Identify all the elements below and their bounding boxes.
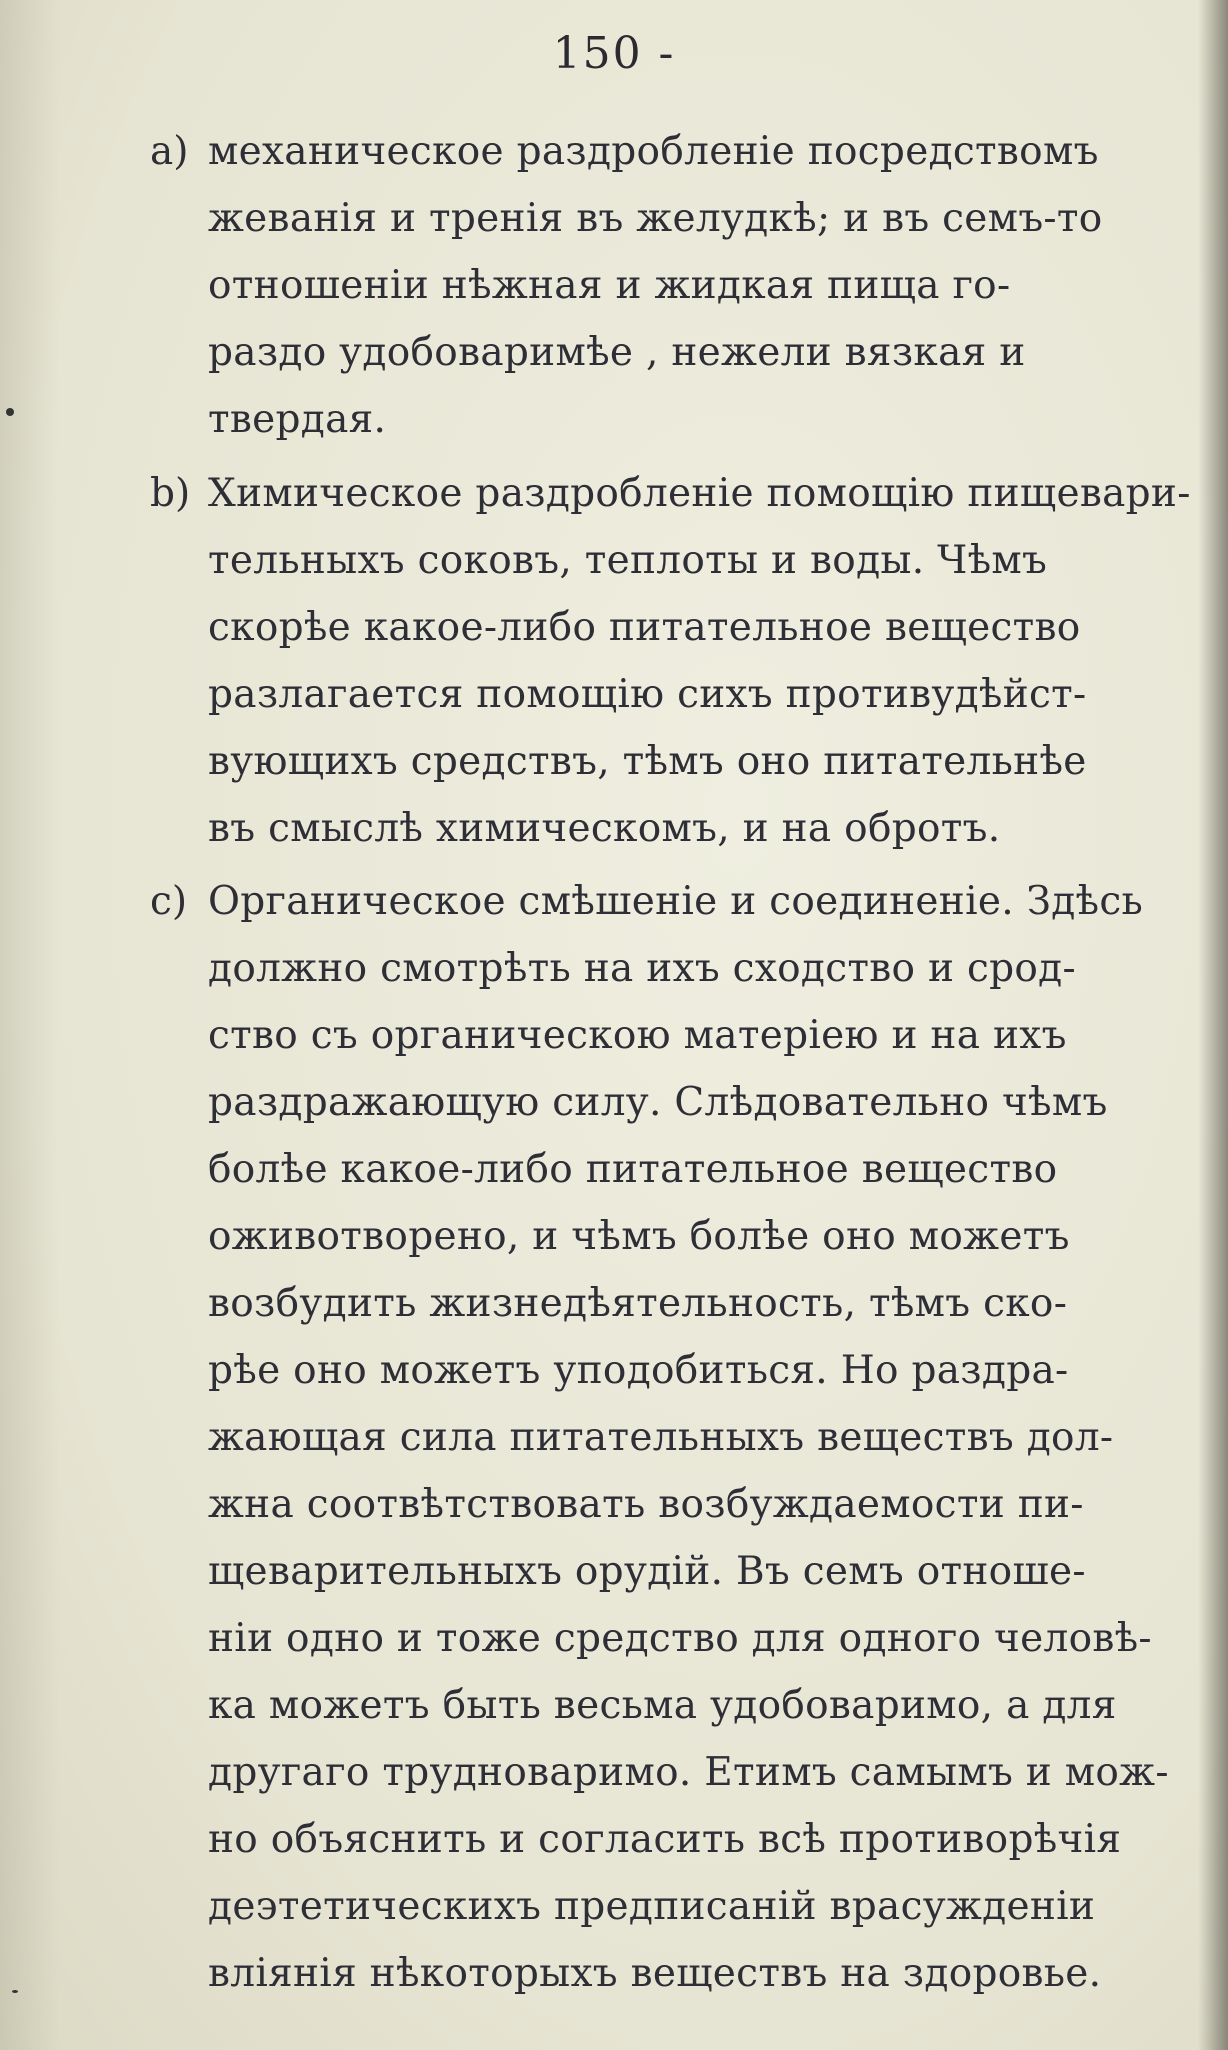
ink-speck	[6, 408, 14, 416]
text-line: разлагается помощію сихъ противудѣйст-	[208, 672, 1087, 717]
text-line: вліянія нѣкоторыхъ веществъ на здоровье.	[208, 1951, 1102, 1996]
page-number: 150 -	[552, 28, 676, 79]
text-line: жна соотвѣтствовать возбуждаемости пи-	[208, 1482, 1084, 1527]
item-marker: a)	[150, 129, 189, 174]
text-line: Химическое раздробленіе помощію пищевари-	[208, 471, 1191, 516]
text-line: но объяснить и согласить всѣ противорѣчія	[208, 1817, 1122, 1862]
text-line: ство съ органическою матеріею и на ихъ	[208, 1013, 1067, 1058]
item-marker: b)	[150, 471, 191, 516]
text-line: механическое раздробленіе посредствомъ	[208, 129, 1099, 174]
text-line: возбудить жизнедѣятельность, тѣмъ ско-	[208, 1281, 1068, 1326]
text-line: жеванія и тренія въ желудкѣ; и въ семъ-то	[208, 196, 1103, 241]
text-line: должно смотрѣть на ихъ сходство и срод-	[208, 946, 1076, 991]
text-line: въ смыслѣ химическомъ, и на обротъ.	[208, 806, 1001, 851]
text-line: щеварительныхъ орудій. Въ семъ отноше-	[208, 1549, 1086, 1594]
text-line: твердая.	[208, 397, 387, 442]
text-line: вующихъ средствъ, тѣмъ оно питательнѣе	[208, 739, 1087, 784]
text-line: раздражающую силу. Слѣдовательно чѣмъ	[208, 1080, 1108, 1125]
text-line: рѣе оно можетъ уподобиться. Но раздра-	[208, 1348, 1069, 1393]
text-line: отношеніи нѣжная и жидкая пища го-	[208, 263, 1011, 308]
text-line: другаго трудноваримо. Етимъ самымъ и мож-	[208, 1750, 1169, 1795]
text-line: ка можетъ быть весьма удобоваримо, а для	[208, 1683, 1117, 1728]
text-line: болѣе какое-либо питательное вещество	[208, 1147, 1058, 1192]
text-line: раздо удобоваримѣе , нежели вязкая и	[208, 330, 1026, 375]
ink-speck	[12, 1990, 18, 1993]
text-line: деэтетическихъ предписаній врасужденіи	[208, 1884, 1096, 1929]
text-line: тельныхъ соковъ, теплоты и воды. Чѣмъ	[208, 538, 1048, 583]
text-line: Органическое смѣшеніе и соединеніе. Здѣсь	[208, 879, 1144, 924]
item-marker: c)	[150, 879, 188, 924]
text-line: жающая сила питательныхъ веществъ дол-	[208, 1415, 1114, 1460]
text-line: оживотворено, и чѣмъ болѣе оно можетъ	[208, 1214, 1070, 1259]
text-line: скорѣе какое-либо питательное вещество	[208, 605, 1081, 650]
text-line: ніи одно и тоже средство для одного человѣ-	[208, 1616, 1152, 1661]
